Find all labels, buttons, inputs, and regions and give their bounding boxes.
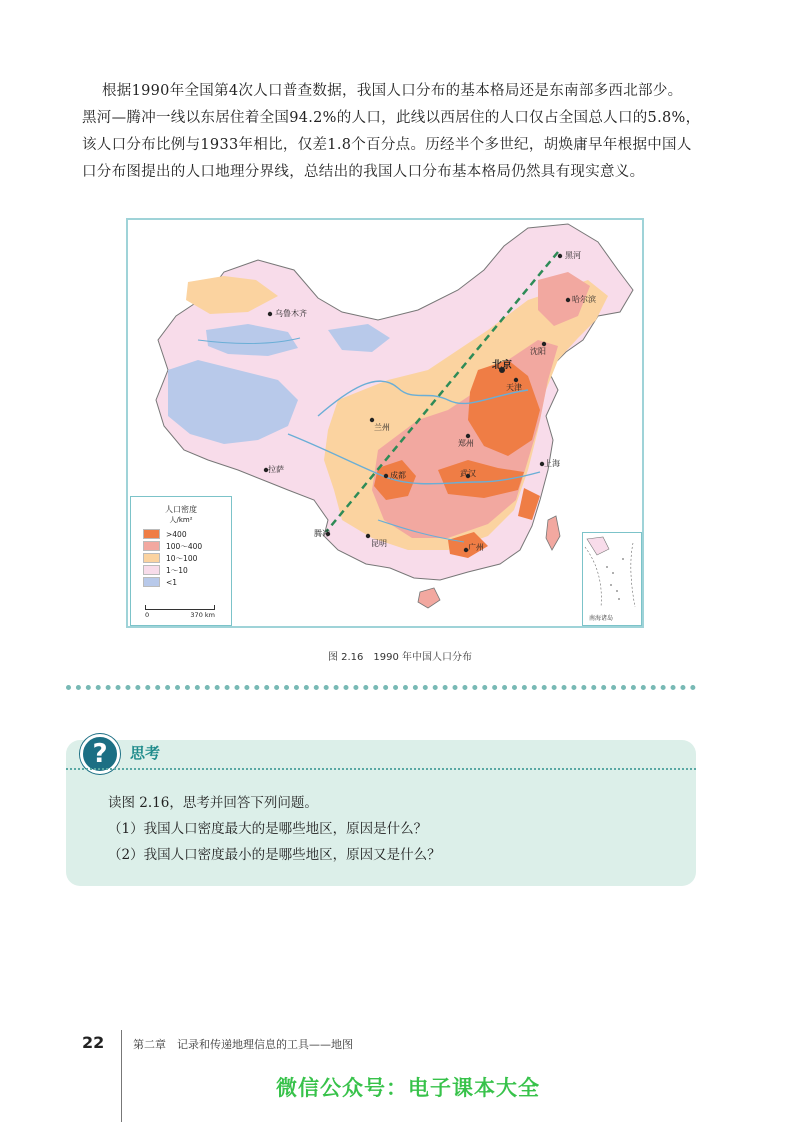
watermark: 微信公众号：电子课本大全 bbox=[276, 1076, 540, 1100]
city-label-lhasa: 拉萨 bbox=[268, 465, 284, 474]
city-label-shenyang: 沈阳 bbox=[530, 347, 546, 356]
legend-item bbox=[131, 552, 231, 564]
legend-label: <1 bbox=[166, 577, 178, 587]
legend-title: 人口密度 bbox=[165, 505, 197, 514]
scale-end: 370 km bbox=[190, 611, 215, 619]
question-line: 读图 2.16，思考并回答下列问题。 bbox=[108, 795, 318, 811]
inset-label: 南海诸岛 bbox=[589, 615, 614, 622]
south-china-sea-inset bbox=[582, 532, 642, 626]
intro-paragraph bbox=[82, 78, 722, 186]
scale-start: 0 bbox=[145, 611, 150, 619]
paragraph-line: 该人口分布比例与1933年相比，仅差1.8个百分点。历经半个多世纪，胡焕庸早年根据中国人 bbox=[82, 137, 692, 153]
taiwan-island bbox=[546, 516, 560, 550]
legend-item bbox=[131, 564, 231, 576]
think-title: 思考 bbox=[130, 744, 161, 762]
city-label-wuhan: 武汉 bbox=[460, 469, 476, 478]
section-divider bbox=[66, 685, 696, 690]
city-label-tianjin: 天津 bbox=[506, 383, 522, 392]
city-label-chengdu: 成都 bbox=[390, 471, 406, 480]
city-label-zhengzhou: 郑州 bbox=[458, 439, 474, 448]
city-label-heihe: 黑河 bbox=[565, 251, 581, 260]
paragraph-line: 口分布图提出的人口地理分界线，总结出的我国人口分布基本格局仍然具有现实意义。 bbox=[82, 164, 645, 180]
city-label-tengchong: 腾冲 bbox=[314, 529, 330, 538]
paragraph-line: 黑河—腾冲一线以东居住着全国94.2%的人口，此线以西居住的人口仅占全国总人口的5.8%， bbox=[82, 110, 701, 126]
legend-item bbox=[131, 540, 231, 552]
legend-item bbox=[131, 528, 231, 540]
legend-label: >400 bbox=[166, 529, 187, 539]
legend-swatch bbox=[143, 565, 160, 575]
legend-label: 100～400 bbox=[166, 541, 203, 551]
city-label-harbin: 哈尔滨 bbox=[572, 295, 596, 304]
city-label-lanzhou: 兰州 bbox=[374, 423, 390, 432]
page-number: 22 bbox=[82, 1033, 105, 1052]
think-dotted-rule bbox=[66, 768, 696, 770]
city-label-shanghai: 上海 bbox=[544, 459, 560, 468]
legend-label: 1～10 bbox=[166, 565, 188, 575]
think-questions bbox=[108, 790, 441, 868]
city-label-kunming: 昆明 bbox=[371, 539, 387, 548]
legend-item bbox=[131, 576, 231, 588]
city-label-beijing: 北京 bbox=[492, 360, 512, 371]
legend-swatch bbox=[143, 553, 160, 563]
legend-swatch bbox=[143, 541, 160, 551]
question-line: （1）我国人口密度最大的是哪些地区，原因是什么？ bbox=[108, 821, 428, 837]
footer-rule bbox=[121, 1030, 122, 1122]
map-legend bbox=[130, 496, 232, 626]
hainan-island bbox=[418, 588, 440, 608]
city-label-guangzhou: 广州 bbox=[468, 543, 484, 552]
city-label-urumqi: 乌鲁木齐 bbox=[275, 309, 307, 318]
chapter-title: 第二章 记录和传递地理信息的工具——地图 bbox=[133, 1038, 353, 1051]
legend-swatch bbox=[143, 529, 160, 539]
legend-swatch bbox=[143, 577, 160, 587]
paragraph-line: 根据1990年全国第4次人口普查数据，我国人口分布的基本格局还是东南部多西北部少。 bbox=[102, 83, 683, 99]
population-map bbox=[126, 218, 644, 628]
legend-unit: 人/km² bbox=[169, 516, 193, 524]
question-line: （2）我国人口密度最小的是哪些地区，原因又是什么？ bbox=[108, 847, 441, 863]
figure-caption: 图 2.16 1990 年中国人口分布 bbox=[327, 652, 473, 663]
legend-label: 10～100 bbox=[166, 553, 198, 563]
scale-bar bbox=[145, 605, 215, 619]
question-icon: ? bbox=[80, 734, 120, 774]
